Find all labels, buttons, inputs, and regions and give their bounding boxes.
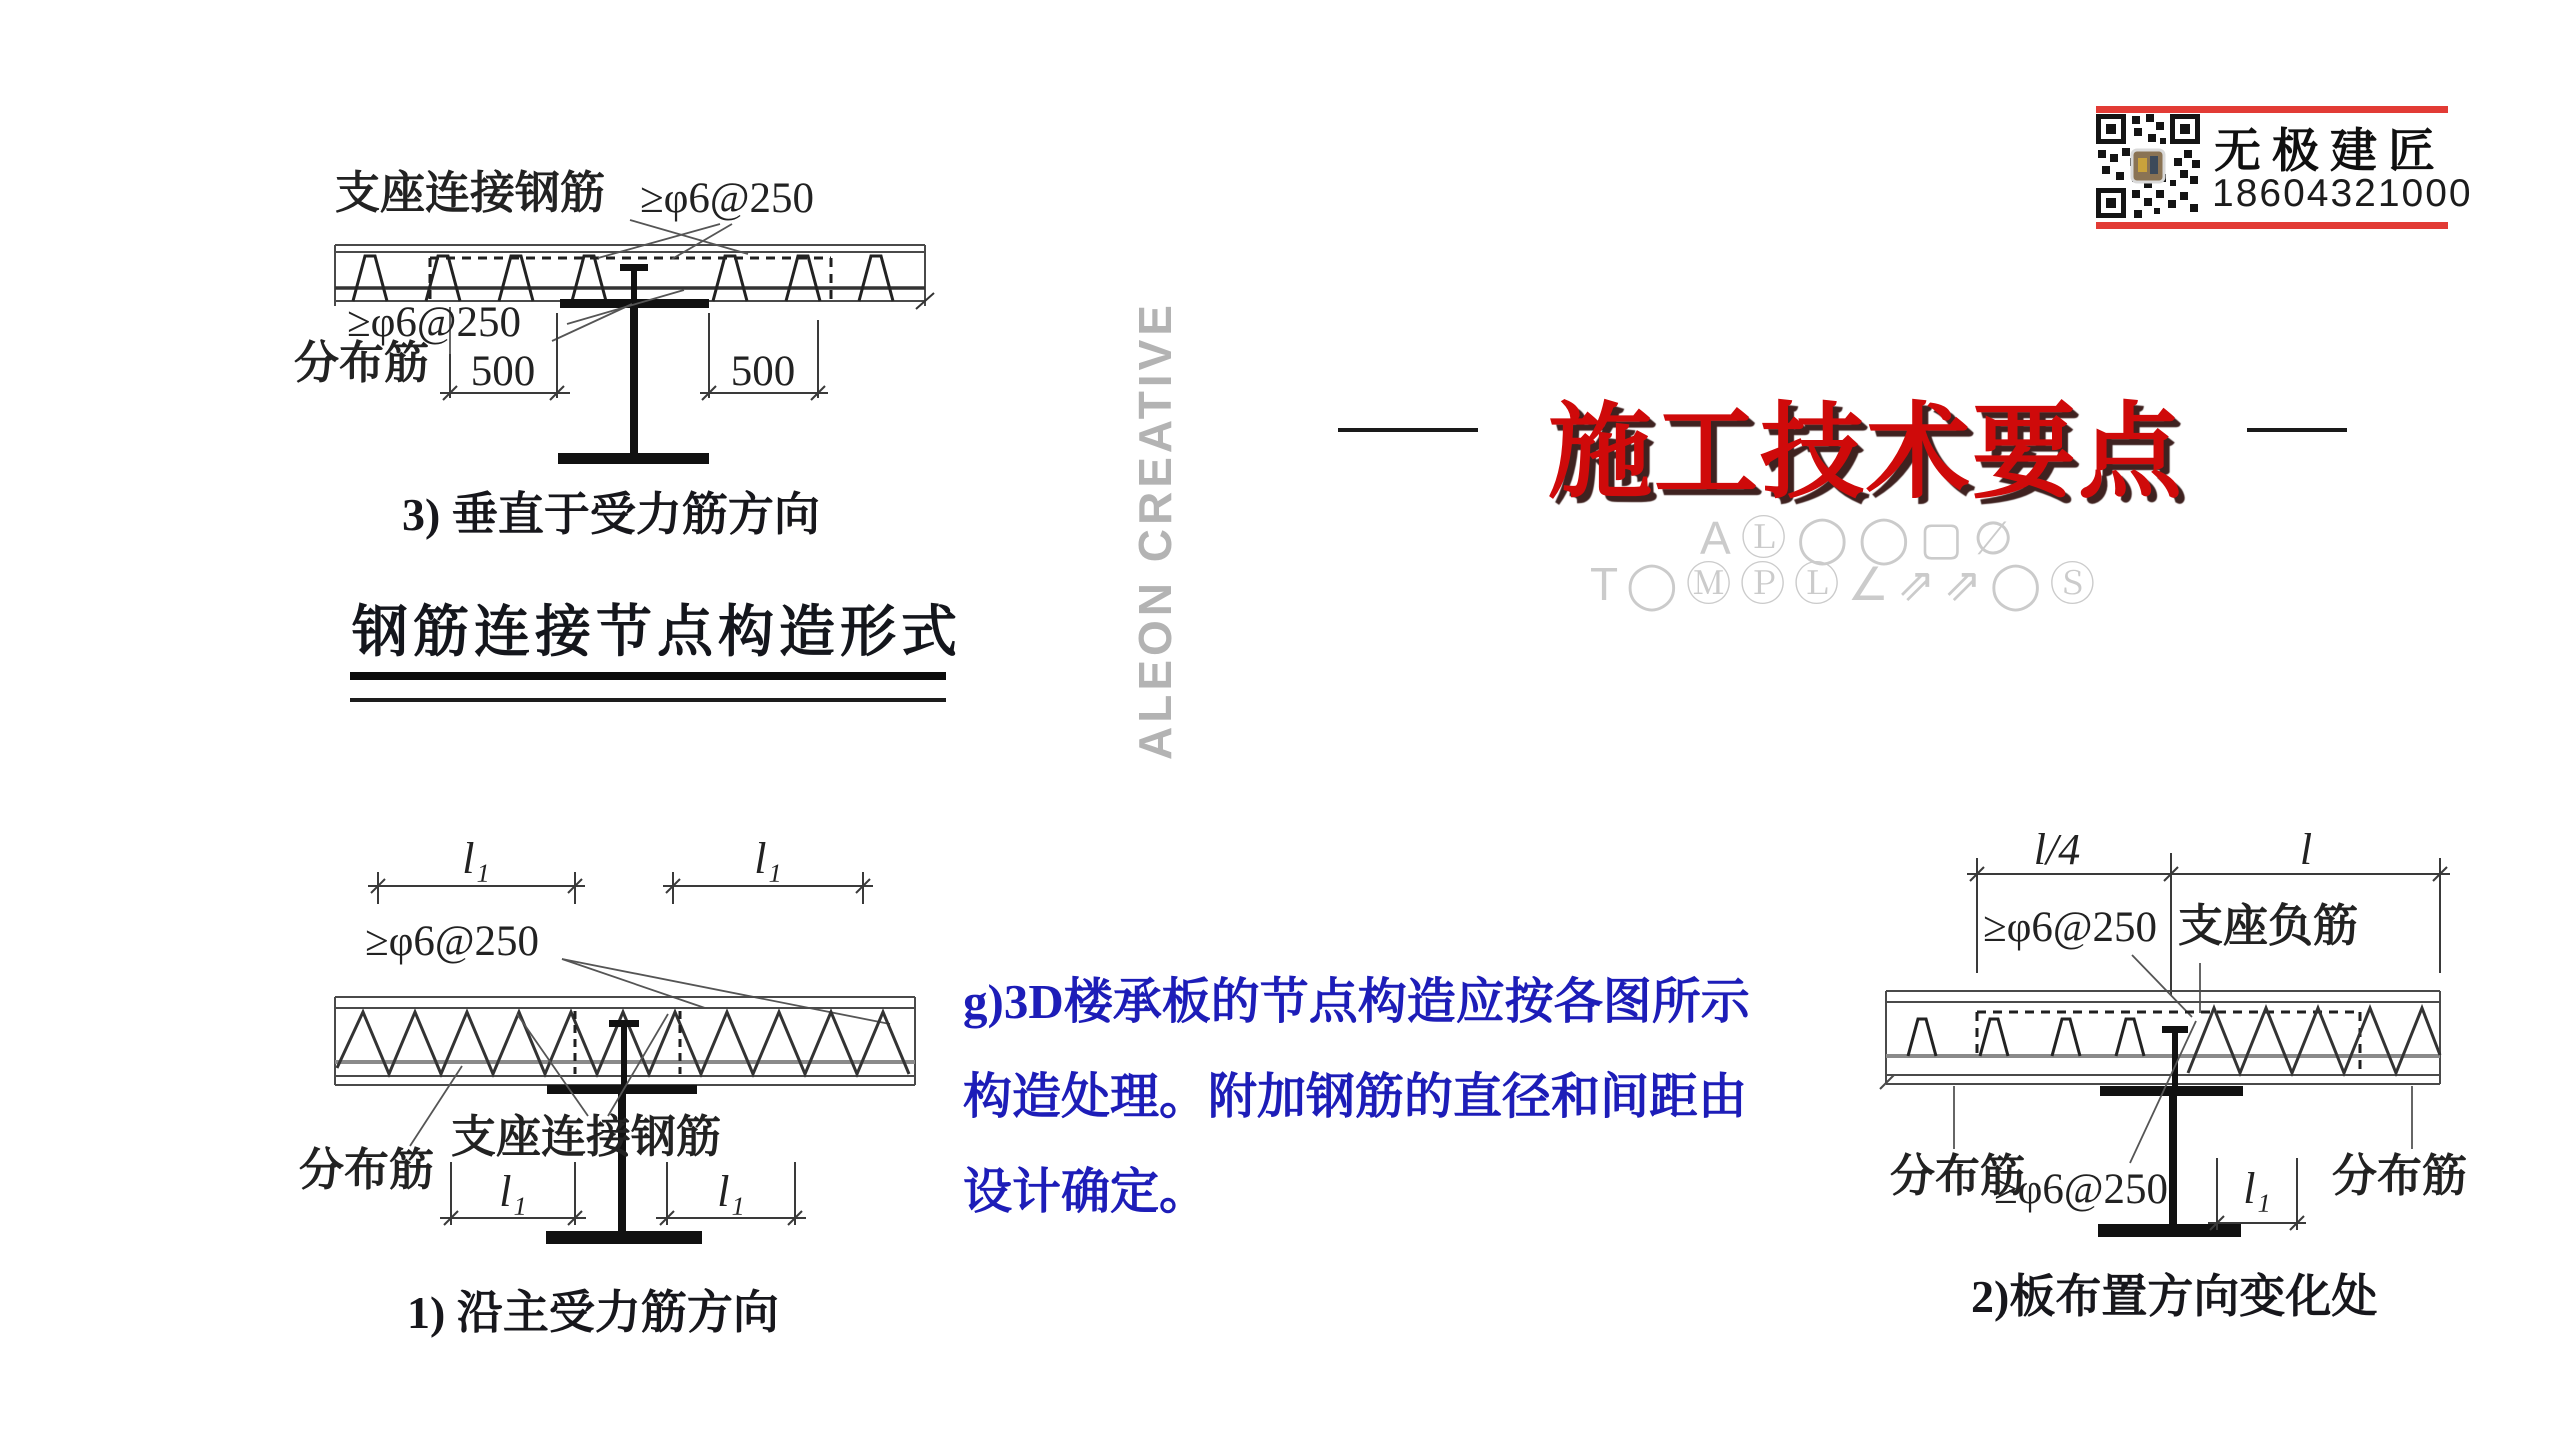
caption-diagram-2: 2)板布置方向变化处 <box>1971 1271 2378 1322</box>
label-spacing-left: ≥φ6@250 <box>347 299 522 346</box>
technical-note <box>963 966 1883 1251</box>
deck-ribs-left <box>1908 1019 2144 1056</box>
steel-beam <box>558 264 709 464</box>
dim-l1-bottom-left: l₁ <box>499 1167 527 1216</box>
dim-l1-bottom-right: l₁ <box>717 1167 745 1216</box>
watermark-vertical-text: ALEON CREATIVE <box>1129 301 1181 760</box>
section-heading: 钢筋连接节点构造形式 <box>352 602 962 664</box>
label-spacing: ≥φ6@250 <box>365 918 540 965</box>
label-negative-rebar: 支座负筋 <box>2178 901 2359 951</box>
badge-bottom-rule <box>2096 222 2448 229</box>
diagram-perpendicular-direction <box>280 128 960 548</box>
title-left-dash <box>1338 428 1478 432</box>
note-line-2: 构造处理。附加钢筋的直径和间距由 <box>963 1069 1748 1124</box>
label-support-connection-rebar: 支座连接钢筋 <box>335 168 606 218</box>
qr-code <box>2096 114 2200 218</box>
note-line-3: 设计确定。 <box>963 1164 1209 1219</box>
caption-diagram-1: 1) 沿主受力筋方向 <box>407 1287 779 1338</box>
dim-l1-top-left: l₁ <box>462 834 490 883</box>
label-distribution-rebar: 分布筋 <box>299 1145 435 1195</box>
label-distribution-rebar-left: 分布筋 <box>1890 1151 2026 1201</box>
dim-500-left: 500 <box>470 348 536 395</box>
caption-diagram-3: 3) 垂直于受力筋方向 <box>402 489 820 540</box>
dim-l1: l₁ <box>2243 1164 2271 1213</box>
heading-underline-thin <box>350 698 946 702</box>
page-title: 施工技术要点 <box>1548 396 2185 511</box>
label-spacing-top: ≥φ6@250 <box>640 175 815 222</box>
dim-500-right: 500 <box>730 348 796 395</box>
label-spacing-bottom: ≥φ6@250 <box>1994 1166 2169 1213</box>
truss-lattice <box>2188 1008 2440 1073</box>
badge-top-rule <box>2096 106 2448 113</box>
watermark-glyph-row-2: T◯ⓂⓅⓁ∠⇗⇗◯Ⓢ <box>1590 558 2104 610</box>
qr-center-avatar <box>2132 150 2164 182</box>
label-distribution-rebar: 分布筋 <box>294 338 430 388</box>
deck-ribs <box>353 256 893 301</box>
diagram-main-direction <box>290 828 965 1353</box>
dim-l: l <box>2299 825 2313 874</box>
badge-phone-number: 18604321000 <box>2212 172 2473 215</box>
label-spacing-top: ≥φ6@250 <box>1983 904 2158 951</box>
contact-badge <box>2096 106 2473 234</box>
title-right-dash <box>2247 428 2347 432</box>
diagram-direction-change <box>1878 823 2558 1348</box>
label-support-connection-rebar: 支座连接钢筋 <box>451 1112 722 1162</box>
note-line-1: g)3D楼承板的节点构造应按各图所示 <box>963 974 1750 1029</box>
dim-l4: l/4 <box>2033 825 2081 874</box>
watermark-glyph-row-1: AⓁ◯◯▢∅ <box>1700 512 2024 564</box>
dim-l1-top-right: l₁ <box>754 834 782 883</box>
label-distribution-rebar-right: 分布筋 <box>2332 1151 2468 1201</box>
heading-underline-thick <box>350 672 946 680</box>
badge-brand-name: 无极建匠 <box>2214 126 2446 178</box>
dimension-lines-top <box>368 872 873 904</box>
